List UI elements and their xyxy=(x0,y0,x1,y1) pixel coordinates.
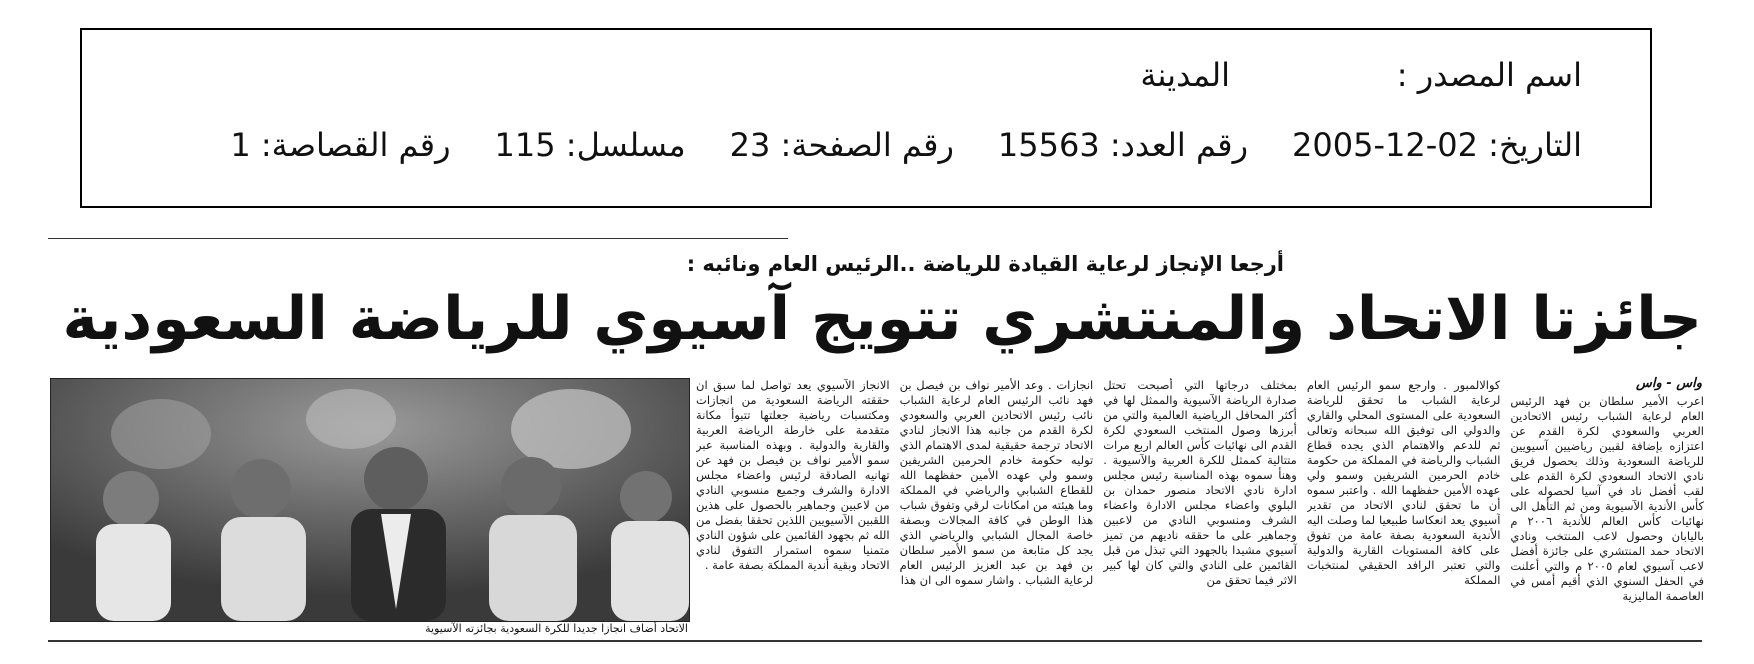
clip-field xyxy=(230,126,450,164)
date-label: التاريخ: xyxy=(1488,126,1582,164)
page-label: رقم الصفحة: xyxy=(780,126,954,164)
clip-value: 1 xyxy=(230,126,251,164)
serial-value: 115 xyxy=(494,126,556,164)
article-column-4: انجازات . وعد الأمير نواف بن فيصل بن فهد نائب الرئيس العام لرعاية الشباب نائب رئيس الاتحادين العربي والسعودي لكرة القدم من جانبه هذا الانجاز لنادي الاتحاد ترجمة حقيقية لمدى الاهتمام الذي توليه حكومة خادم الحرمين الشريفين وسمو ولي عهده الأمين حفظهما الله للقطاع الشبابي والرياضي في المملكة وما هيئته من امكانات لرقي وتفوق شباب هذا الوطن في كافة المجالات وبصفة خاصة المجال الشبابي والرياضي الذي يجد كل متابعة من سمو الأمير سلطان بن فهد بن عبد العزيز الرئيس العام لرعاية الشباب . واشار سموه الى ان هذا xyxy=(899,378,1094,587)
photo-caption: الاتحاد أضاف انجازا جديدا للكرة السعودية بجائزته الآسيوية xyxy=(425,622,688,635)
clipping-metadata-box xyxy=(80,28,1652,208)
page-value: 23 xyxy=(729,126,771,164)
article-column-5: الانجاز الآسيوي يعد تواصل لما سبق ان حققته الرياضة السعودية من انجازات ومكتسبات رياضية جعلتها تتبوأ مكانة متقدمة على خارطة الرياضة العربية والقارية والدولية . وبهذه المناسبة عبر سمو الأمير نواف بن فيصل بن فهد عن تهانيه الصادقة لرئيس واعضاء مجلس الادارة والشرف وجميع منسوبي النادي من لاعبين وجماهير بالحصول على هذين اللقبين الآسيويين اللذين تحققا بفضل من الله ثم بجهود القائمين على شؤون النادي متمنيا سموه استمرار التفوق لنادي الاتحاد وبقية أندية المملكة بصفة عامة . xyxy=(696,378,890,572)
article-column-3: بمختلف درجاتها التي أصبحت تحتل صدارة الرياضة الآسيوية والممثل لها في أكثر المحافل الرياضية العالمية والتي من أبرزها وصول المنتخب السعودي لكرة القدم الى نهائيات كأس العالم اربع مرات متتالية كممثل للكرة العربية والآسيوية . وهنأ سموه بهذه المناسبة رئيس مجلس ادارة نادي الاتحاد منصور حمدان بن البلوي واعضاء مجلس الادارة واعضاء الشرف ومنسوبي النادي من لاعبين وجماهير على ما حققه ناديهم من تميز آسيوي مشيدا بالجهود التي تبذل من قبل القائمين على النادي والتي كان لها كبير الاثر فيما تحقق من xyxy=(1103,378,1297,587)
issue-field xyxy=(998,126,1248,164)
bottom-divider xyxy=(48,640,1702,642)
article-column-1: اعرب الأمير سلطان بن فهد الرئيس العام لرعاية الشباب رئيس الاتحادين العربي والسعودي لكرة القدم عن اعتزازه بإضافة لقبين رياضيين آسيويين للرياضة السعودية وذلك بحصول فريق نادي الاتحاد السعودي لكرة القدم على لقب أفضل ناد في آسيا لحصوله على كأس الأندية الآسيوية ومن ثم التأهل الى نهائيات كأس العالم للأندية ٢٠٠٦ م باليابان وحصول لاعب المنتخب ونادي الاتحاد حمد المنتشري على جائزة أفضل لاعب آسيوي لعام ٢٠٠٥ م والتي أعلنت في الحفل السنوي الذي أقيم أمس في العاصمة الماليزية xyxy=(1510,394,1704,603)
source-value: المدينة xyxy=(1140,56,1230,94)
page-field xyxy=(730,126,954,164)
article-headline: جائزتا الاتحاد والمنتشري تتويج آسيوي للرياضة السعودية xyxy=(62,284,1702,354)
clipping-details-row xyxy=(230,126,1582,164)
clip-label: رقم القصاصة: xyxy=(260,126,451,164)
article-kicker: أرجعا الإنجاز لرعاية القيادة للرياضة ..الرئيس العام ونائبه : xyxy=(686,252,1284,276)
source-label: اسم المصدر : xyxy=(1396,56,1582,94)
photo-illustration xyxy=(51,379,689,621)
news-photo xyxy=(50,378,690,622)
news-agency-credit: واس - واس xyxy=(1636,376,1702,391)
issue-value: 15563 xyxy=(997,126,1100,164)
article-body xyxy=(696,378,1704,636)
serial-label: مسلسل: xyxy=(565,126,686,164)
top-divider xyxy=(48,238,788,239)
date-value: 2005-12-02 xyxy=(1292,126,1478,164)
date-field xyxy=(1292,126,1582,164)
issue-label: رقم العدد: xyxy=(1109,126,1249,164)
serial-field xyxy=(495,126,686,164)
article-column-2: كوالالمبور . وارجع سمو الرئيس العام لرعاية الشباب ما تحقق للرياضة السعودية على المستوى المحلي والقاري والدولي الى توفيق الله سبحانه وتعالى ثم للدعم والاهتمام الذي يجده قطاع الشباب والرياضة في المملكة من حكومة خادم الحرمين الشريفين وسمو ولي عهده الأمين حفظهما الله . واعتبر سموه أن ما تحقق لنادي الاتحاد من تقدير آسيوي يعد انعكاسا طبيعيا لما وصلت اليه الأندية السعودية بصفة عامة من تفوق على كافة المستويات القارية والدولية والتي تعتبر الرافد الحقيقي لمنتخبات المملكة xyxy=(1306,378,1501,587)
